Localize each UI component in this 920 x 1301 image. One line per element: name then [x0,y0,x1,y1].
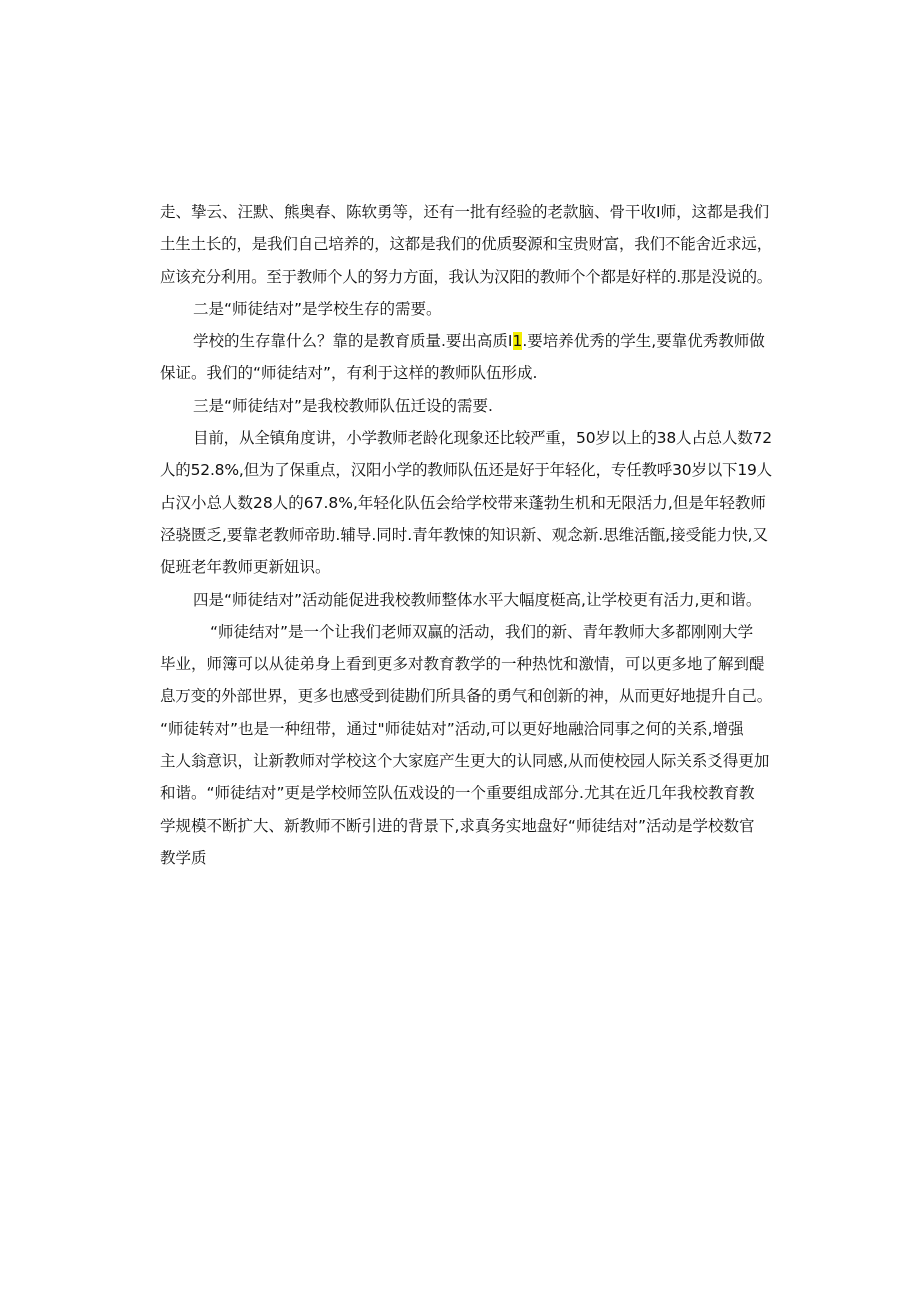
highlighted-text: 1 [512,332,523,351]
section-heading-4: 四是“师徒结对”活动能促进我校教师整体水平大幅度梃高,让学校更有活力,更和谐。 [193,590,762,609]
paragraph-line: 走、挚云、汪默、熊奥春、陈软勇等，还有一批有经验的老款脑、骨干收I师，这都是我们 [160,203,770,221]
paragraph-line: 学规模不断扩大、新教师不断引进的背景下,求真务实地盘好“师徒结对”活动是学校数官 [160,816,755,835]
paragraph-line: 教学质 [160,848,207,867]
paragraph-line: 应该充分利用。至于教师个人的努力方面，我认为汉阳的教师个个都是好样的.那是没说的。 [160,267,772,286]
paragraph-line: 人的52.8%,但为了保重点，汉阳小学的教师队伍还是好于年轻化，专任教呼30岁以下19人 [160,461,772,480]
paragraph-line: “师徒转对”也是一种纽带，通过"师徒姑对”活动,可以更好地融洽同事之何的关系,增强 [160,719,744,738]
paragraph-line: 息万变的外部世界，更多也感受到徒勘们所具备的勇气和创新的神，从而更好地提升自己。 [160,687,772,706]
document-body [160,196,772,874]
paragraph-line [160,325,772,357]
paragraph-line: 毕业，师簿可以从徒弟身上看到更多对教育教学的一种热忱和激情，可以更多地了解到醍 [160,655,765,674]
paragraph-line: 泾骁匮乏,要靠老教师帝助.辅导.同时.青年教悚的知识新、观念新.思维活甑,接受能力快,又 [160,525,768,544]
paragraph-line: 促班老年教师更新妞识。 [160,558,331,577]
paragraph-line: 土生土长的，是我们自己培养的，这都是我们的优质娶源和宝贵财富，我们不能舍近求远， [160,235,772,254]
section-heading-3: 三是“师徒结对”是我校教师队伍迁设的需要. [193,396,493,415]
paragraph-line: 保证。我们的“师徒结对”，有利于这样的教师队伍形成. [160,364,538,383]
line-text-before-highlight: 学校的生存靠什么？靠的是教育质量.要出高质I [193,332,513,351]
paragraph-line: 占汉小总人数28人的67.8%,年轻化队伍会给学校带来蓬勃生机和无限活力,但是年轻教师 [160,493,766,512]
line-text-after-highlight: .要培养优秀的学生,要靠优秀教师做 [522,332,765,351]
paragraph-line: 目前，从全镇角度讲，小学教师老龄化现象还比较严重，50岁以上的38人占总人数72 [193,429,772,448]
section-heading-2: 二是“师徒结对”是学校生存的需要。 [193,299,442,318]
paragraph-line: 主人翁意识，让新教师对学校这个大家庭产生更大的认同感,从而使校园人际关系爻得更加 [160,752,770,771]
paragraph-line: “师徒结对”是一个让我们老师双赢的活动，我们的新、青年教师大多都刚刚大学 [210,622,754,641]
paragraph-line: 和谐。“师徒结对”更是学校师笠队伍戏设的一个重要组成部分.尤其在近几年我校教育教 [160,784,755,803]
